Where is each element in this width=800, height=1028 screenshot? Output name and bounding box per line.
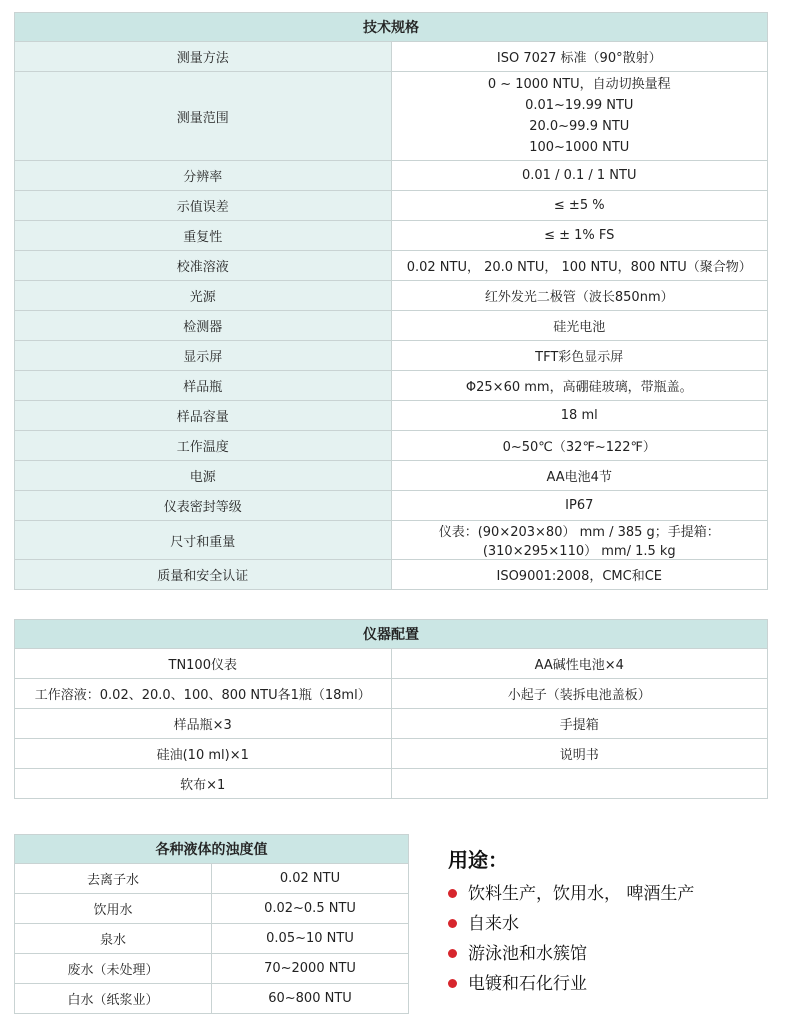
spec-value: 18 ml bbox=[391, 401, 768, 431]
bullet-icon bbox=[448, 889, 457, 898]
uses-list bbox=[448, 879, 694, 999]
liquid-label: 饮用水 bbox=[15, 894, 212, 924]
spec-value: ≤ ± 1% FS bbox=[391, 221, 768, 251]
table-row bbox=[15, 924, 409, 954]
table-row bbox=[15, 679, 768, 709]
spec-label: 工作温度 bbox=[15, 431, 392, 461]
spec-label: 校准溶液 bbox=[15, 251, 392, 281]
spec-label: 质量和安全认证 bbox=[15, 560, 392, 590]
spec-label: 示值误差 bbox=[15, 191, 392, 221]
table-row bbox=[15, 42, 768, 72]
spec-label: 测量范围 bbox=[15, 72, 392, 161]
table-row bbox=[15, 431, 768, 461]
use-text: 游泳池和水簇馆 bbox=[468, 944, 587, 964]
spec-label: 分辨率 bbox=[15, 161, 392, 191]
spec-value: IP67 bbox=[391, 491, 768, 521]
spec-label: 重复性 bbox=[15, 221, 392, 251]
table-row bbox=[15, 709, 768, 739]
spec-value: TFT彩色显示屏 bbox=[391, 341, 768, 371]
use-text: 自来水 bbox=[468, 914, 519, 934]
table-row bbox=[15, 560, 768, 590]
table-row bbox=[15, 311, 768, 341]
table-row bbox=[15, 401, 768, 431]
table-row bbox=[15, 864, 409, 894]
spec-value: 0.02 NTU， 20.0 NTU， 100 NTU，800 NTU（聚合物） bbox=[391, 251, 768, 281]
config-item: 样品瓶×3 bbox=[15, 709, 392, 739]
spec-label: 仪表密封等级 bbox=[15, 491, 392, 521]
liquid-value: 70~2000 NTU bbox=[212, 954, 409, 984]
table-row bbox=[15, 649, 768, 679]
spec-label: 光源 bbox=[15, 281, 392, 311]
liquid-label: 白水（纸浆业） bbox=[15, 984, 212, 1014]
range-line: 0 ~ 1000 NTU，自动切换量程 bbox=[487, 77, 671, 92]
table-row bbox=[15, 281, 768, 311]
use-text: 饮料生产，饮用水， 啤酒生产 bbox=[468, 884, 695, 904]
table-row bbox=[15, 521, 768, 560]
bullet-icon bbox=[448, 919, 457, 928]
spec-table bbox=[14, 12, 768, 590]
config-item: 软布×1 bbox=[15, 769, 392, 799]
config-table bbox=[14, 619, 768, 799]
liquid-value: 0.02~0.5 NTU bbox=[212, 894, 409, 924]
config-title: 仪器配置 bbox=[15, 620, 768, 649]
spec-label: 电源 bbox=[15, 461, 392, 491]
liquid-value: 60~800 NTU bbox=[212, 984, 409, 1014]
spec-value: 0.01 / 0.1 / 1 NTU bbox=[391, 161, 768, 191]
spec-label: 样品瓶 bbox=[15, 371, 392, 401]
table-row bbox=[15, 984, 409, 1014]
table-row bbox=[15, 769, 768, 799]
turbidity-table bbox=[14, 834, 409, 1014]
table-row bbox=[15, 894, 409, 924]
config-item: 小起子（装拆电池盖板） bbox=[391, 679, 768, 709]
table-row bbox=[15, 221, 768, 251]
liquid-label: 去离子水 bbox=[15, 864, 212, 894]
table-row bbox=[15, 72, 768, 161]
spec-value: ≤ ±5 % bbox=[391, 191, 768, 221]
table-row bbox=[15, 191, 768, 221]
config-item: 手提箱 bbox=[391, 709, 768, 739]
spec-value bbox=[391, 72, 768, 161]
range-line: 20.0~99.9 NTU bbox=[529, 119, 630, 134]
list-item bbox=[448, 909, 694, 939]
config-item: TN100仪表 bbox=[15, 649, 392, 679]
table-row bbox=[15, 341, 768, 371]
config-item: 工作溶液：0.02、20.0、100、800 NTU各1瓶（18ml） bbox=[15, 679, 392, 709]
list-item bbox=[448, 969, 694, 999]
use-text: 电镀和石化行业 bbox=[468, 974, 587, 994]
table-row bbox=[15, 251, 768, 281]
liquid-label: 泉水 bbox=[15, 924, 212, 954]
range-line: 100~1000 NTU bbox=[529, 140, 630, 155]
config-item: AA碱性电池×4 bbox=[391, 649, 768, 679]
bullet-icon bbox=[448, 979, 457, 988]
spec-label: 测量方法 bbox=[15, 42, 392, 72]
spec-value: 硅光电池 bbox=[391, 311, 768, 341]
turbidity-title: 各种液体的浊度值 bbox=[15, 835, 409, 864]
liquid-value: 0.05~10 NTU bbox=[212, 924, 409, 954]
spec-label: 尺寸和重量 bbox=[15, 521, 392, 560]
liquid-label: 废水（未处理） bbox=[15, 954, 212, 984]
spec-label: 显示屏 bbox=[15, 341, 392, 371]
config-item bbox=[391, 769, 768, 799]
range-line: 0.01~19.99 NTU bbox=[525, 98, 634, 113]
table-row bbox=[15, 461, 768, 491]
spec-value: 0~50℃（32℉~122℉） bbox=[391, 431, 768, 461]
config-item: 说明书 bbox=[391, 739, 768, 769]
uses-title: 用途： bbox=[448, 848, 508, 872]
spec-label: 检测器 bbox=[15, 311, 392, 341]
table-row bbox=[15, 954, 409, 984]
spec-title: 技术规格 bbox=[15, 13, 768, 42]
table-row bbox=[15, 491, 768, 521]
table-row bbox=[15, 161, 768, 191]
uses-section bbox=[448, 844, 694, 999]
table-row bbox=[15, 371, 768, 401]
spec-value: Φ25×60 mm，高硼硅玻璃，带瓶盖。 bbox=[391, 371, 768, 401]
spec-value: 红外发光二极管（波长850nm） bbox=[391, 281, 768, 311]
liquid-value: 0.02 NTU bbox=[212, 864, 409, 894]
spec-value: AA电池4节 bbox=[391, 461, 768, 491]
spec-value: 仪表：(90×203×80） mm / 385 g；手提箱：(310×295×110） mm/ 1.5 kg bbox=[391, 521, 768, 560]
list-item bbox=[448, 879, 694, 909]
spec-label: 样品容量 bbox=[15, 401, 392, 431]
spec-value: ISO9001:2008，CMC和CE bbox=[391, 560, 768, 590]
spec-value: ISO 7027 标准（90°散射） bbox=[391, 42, 768, 72]
bullet-icon bbox=[448, 949, 457, 958]
config-item: 硅油(10 ml)×1 bbox=[15, 739, 392, 769]
table-row bbox=[15, 739, 768, 769]
list-item bbox=[448, 939, 694, 969]
